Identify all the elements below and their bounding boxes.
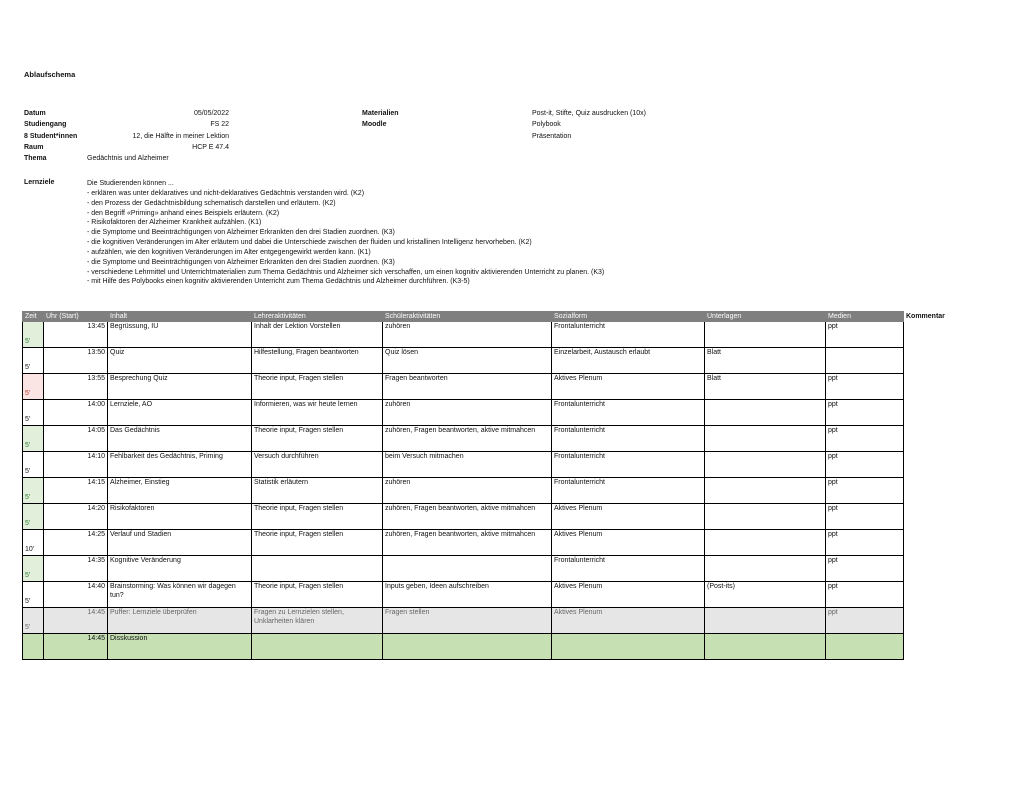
cell-unterlagen: Blatt: [705, 374, 826, 400]
cell-kommentar: [904, 504, 964, 530]
cell-medien: ppt: [826, 530, 904, 556]
cell-schueler: Inputs geben, Ideen aufschreiben: [383, 582, 552, 608]
cell-unterlagen: (Post-its): [705, 582, 826, 608]
lernziele-intro: Die Studierenden können ...: [87, 180, 174, 187]
cell-start: 14:15: [44, 478, 108, 504]
cell-kommentar: [904, 530, 964, 556]
cell-inhalt: Begrüssung, IU: [108, 322, 252, 348]
cell-lehrer: Inhalt der Lektion Vorstellen: [252, 322, 383, 348]
column-header: Lehreraktivitäten: [252, 312, 383, 322]
cell-unterlagen: [705, 478, 826, 504]
cell-schueler: [383, 556, 552, 582]
cell-kommentar: [904, 608, 964, 634]
cell-dur: 10': [23, 530, 44, 556]
header-value: 12, die Hälfte in meiner Lektion: [132, 132, 229, 140]
cell-medien: ppt: [826, 582, 904, 608]
cell-schueler: zuhören: [383, 400, 552, 426]
cell-inhalt: Brainstorming: Was können wir dagegen tun?: [108, 582, 252, 608]
cell-inhalt: Verlauf und Stadien: [108, 530, 252, 556]
cell-medien: ppt: [826, 608, 904, 634]
column-header: Kommentar: [904, 312, 964, 322]
cell-kommentar: [904, 348, 964, 374]
lernziel-item: - verschiedene Lehrmittel und Unterrichtmaterialien zum Thema Gedächtnis und Alzheimer sich verschaffen, um einen kognitiv aktivierenden Unterricht zu planen. (K3): [87, 268, 605, 276]
cell-sozial: Frontalunterricht: [552, 322, 705, 348]
cell-inhalt: Alzheimer, Einstieg: [108, 478, 252, 504]
cell-dur: 5': [23, 348, 44, 374]
cell-dur: 5': [23, 504, 44, 530]
cell-medien: ppt: [826, 400, 904, 426]
cell-inhalt: Lernziele, AO: [108, 400, 252, 426]
table-row: [23, 634, 964, 660]
cell-start: 14:05: [44, 426, 108, 452]
cell-dur: 5': [23, 374, 44, 400]
cell-start: 14:35: [44, 556, 108, 582]
table-row: [23, 608, 964, 634]
header-right-value: Polybook: [532, 121, 561, 129]
lernziel-item: - Risikofaktoren der Alzheimer Krankheit aufzählen. (K1): [87, 219, 262, 227]
cell-dur: 5': [23, 556, 44, 582]
cell-lehrer: [252, 556, 383, 582]
cell-kommentar: [904, 426, 964, 452]
cell-kommentar: [904, 556, 964, 582]
cell-schueler: zuhören, Fragen beantworten, aktive mitmahcen: [383, 504, 552, 530]
cell-inhalt: Besprechung Quiz: [108, 374, 252, 400]
column-header: Inhalt: [108, 312, 252, 322]
lernziel-item: - den Begriff «Priming» anhand eines Beispiels erläutern. (K2): [87, 209, 280, 217]
column-header: Zeit: [23, 312, 44, 322]
table-row: [23, 322, 964, 348]
cell-unterlagen: [705, 400, 826, 426]
cell-kommentar: [904, 478, 964, 504]
cell-unterlagen: [705, 634, 826, 660]
table-header-row: [23, 312, 964, 322]
lernziel-item: - die Symptome und Beeinträchtigungen von Alzheimer Erkrankten den drei Stadien zuordnen. (K3): [87, 229, 395, 237]
header-label: 8 Student*innen: [24, 132, 78, 140]
cell-sozial: Aktives Plenum: [552, 530, 705, 556]
lernziel-item: - aufzählen, wie den kognitiven Veränderungen im Alter entgegengewirkt werden kann. (K1): [87, 248, 371, 256]
table-row: [23, 582, 964, 608]
cell-unterlagen: [705, 504, 826, 530]
schedule-table: [22, 311, 964, 660]
cell-schueler: zuhören: [383, 478, 552, 504]
table-row: [23, 504, 964, 530]
header-label: Thema: [24, 155, 47, 163]
cell-lehrer: Theorie input, Fragen stellen: [252, 426, 383, 452]
cell-unterlagen: [705, 530, 826, 556]
cell-lehrer: Fragen zu Lernzielen stellen, Unklarheiten klären: [252, 608, 383, 634]
cell-start: 14:45: [44, 634, 108, 660]
table-row: [23, 478, 964, 504]
cell-start: 13:45: [44, 322, 108, 348]
cell-medien: ppt: [826, 426, 904, 452]
header-value: Gedächtnis und Alzheimer: [87, 155, 169, 163]
cell-sozial: Frontalunterricht: [552, 426, 705, 452]
cell-dur: 5': [23, 608, 44, 634]
cell-inhalt: Risikofaktoren: [108, 504, 252, 530]
cell-start: 14:20: [44, 504, 108, 530]
cell-sozial: Aktives Plenum: [552, 582, 705, 608]
cell-medien: ppt: [826, 556, 904, 582]
cell-dur: 5': [23, 400, 44, 426]
header-label: Raum: [24, 143, 44, 151]
cell-medien: [826, 634, 904, 660]
cell-inhalt: Puffer: Lernziele überprüfen: [108, 608, 252, 634]
column-header: Sozialform: [552, 312, 705, 322]
cell-start: 14:40: [44, 582, 108, 608]
cell-inhalt: Fehlbarkeit des Gedächtnis, Priming: [108, 452, 252, 478]
column-header: Medien: [826, 312, 904, 322]
cell-schueler: Quiz lösen: [383, 348, 552, 374]
cell-medien: ppt: [826, 452, 904, 478]
table-row: [23, 530, 964, 556]
table-row: [23, 374, 964, 400]
header-value: HCP E 47.4: [192, 143, 229, 151]
cell-schueler: Fragen beantworten: [383, 374, 552, 400]
cell-kommentar: [904, 400, 964, 426]
cell-lehrer: Theorie input, Fragen stellen: [252, 582, 383, 608]
lernziel-item: - erklären was unter deklaratives und nicht-deklaratives Gedächtnis verstanden wird. (K2): [87, 189, 365, 197]
cell-dur: [23, 634, 44, 660]
cell-lehrer: Theorie input, Fragen stellen: [252, 374, 383, 400]
cell-unterlagen: [705, 608, 826, 634]
column-header: Uhr (Start): [44, 312, 108, 322]
header-label: Datum: [24, 110, 46, 117]
cell-dur: 5': [23, 478, 44, 504]
cell-schueler: zuhören: [383, 322, 552, 348]
cell-schueler: zuhören, Fragen beantworten, aktive mitmahcen: [383, 530, 552, 556]
table-row: [23, 400, 964, 426]
table-row: [23, 348, 964, 374]
cell-start: 14:25: [44, 530, 108, 556]
cell-unterlagen: [705, 426, 826, 452]
cell-unterlagen: [705, 322, 826, 348]
cell-dur: 5': [23, 322, 44, 348]
header-label: Studiengang: [24, 121, 67, 129]
cell-start: 14:10: [44, 452, 108, 478]
header-value: FS 22: [210, 121, 229, 129]
header-right-label: Materialien: [362, 110, 399, 117]
cell-inhalt: Das Gedächtnis: [108, 426, 252, 452]
document-title: Ablaufschema: [24, 70, 76, 79]
cell-inhalt: Disskussion: [108, 634, 252, 660]
lernziele-label: Lernziele: [24, 179, 55, 186]
cell-unterlagen: [705, 556, 826, 582]
cell-kommentar: [904, 452, 964, 478]
cell-lehrer: Theorie input, Fragen stellen: [252, 504, 383, 530]
cell-medien: ppt: [826, 374, 904, 400]
cell-sozial: Aktives Plenum: [552, 374, 705, 400]
cell-schueler: Fragen stellen: [383, 608, 552, 634]
cell-sozial: [552, 634, 705, 660]
cell-kommentar: [904, 582, 964, 608]
cell-sozial: Frontalunterricht: [552, 400, 705, 426]
cell-medien: [826, 348, 904, 374]
header-right-value: Präsentation: [532, 132, 572, 140]
cell-dur: 5': [23, 582, 44, 608]
lernziel-item: - die kognitiven Veränderungen im Alter erläutern und dabei die Unterschiede zwischen der fluiden und kristallinen Intelligenz hervorheben. (K2): [87, 239, 532, 247]
cell-sozial: Aktives Plenum: [552, 608, 705, 634]
cell-lehrer: Hilfestellung, Fragen beantworten: [252, 348, 383, 374]
column-header: Schüleraktivitäten: [383, 312, 552, 322]
cell-sozial: Frontalunterricht: [552, 556, 705, 582]
cell-medien: ppt: [826, 478, 904, 504]
lernziel-item: - die Symptome und Beeinträchtigungen von Alzheimer Erkrankten den drei Stadien zuordnen. (K3): [87, 258, 395, 266]
cell-lehrer: Statistik erläutern: [252, 478, 383, 504]
lernziel-item: - den Prozess der Gedächtnisbildung schematisch darstellen und erläutern. (K2): [87, 199, 336, 207]
cell-dur: 5': [23, 452, 44, 478]
cell-inhalt: Quiz: [108, 348, 252, 374]
cell-lehrer: Versuch durchführen: [252, 452, 383, 478]
cell-start: 14:45: [44, 608, 108, 634]
cell-lehrer: Informieren, was wir heute lernen: [252, 400, 383, 426]
cell-sozial: Frontalunterricht: [552, 478, 705, 504]
table-row: [23, 556, 964, 582]
cell-inhalt: Kognitive Veränderung: [108, 556, 252, 582]
cell-schueler: zuhören, Fragen beantworten, aktive mitmahcen: [383, 426, 552, 452]
cell-unterlagen: [705, 452, 826, 478]
cell-start: 14:00: [44, 400, 108, 426]
cell-kommentar: [904, 374, 964, 400]
header-right-label: Moodle: [362, 121, 387, 129]
lernziel-item: - mit Hilfe des Polybooks einen kognitiv aktivierenden Unterricht zum Thema Gedächtnis und Alzheimer durchführen. (K3-5): [87, 278, 470, 286]
header-value: 05/05/2022: [193, 110, 229, 117]
cell-medien: ppt: [826, 322, 904, 348]
lernziele-list: [87, 179, 604, 287]
cell-lehrer: Theorie input, Fragen stellen: [252, 530, 383, 556]
cell-medien: ppt: [826, 504, 904, 530]
table-row: [23, 426, 964, 452]
cell-kommentar: [904, 634, 964, 660]
cell-sozial: Frontalunterricht: [552, 452, 705, 478]
cell-unterlagen: Blatt: [705, 348, 826, 374]
cell-lehrer: [252, 634, 383, 660]
cell-sozial: Aktives Plenum: [552, 504, 705, 530]
cell-kommentar: [904, 322, 964, 348]
cell-sozial: Einzelarbeit, Austausch erlaubt: [552, 348, 705, 374]
cell-dur: 5': [23, 426, 44, 452]
table-row: [23, 452, 964, 478]
cell-start: 13:55: [44, 374, 108, 400]
cell-schueler: beim Versuch mitmachen: [383, 452, 552, 478]
header-right-value: Post-it, Stifte, Quiz ausdrucken (10x): [532, 110, 646, 117]
cell-schueler: [383, 634, 552, 660]
cell-start: 13:50: [44, 348, 108, 374]
column-header: Unterlagen: [705, 312, 826, 322]
